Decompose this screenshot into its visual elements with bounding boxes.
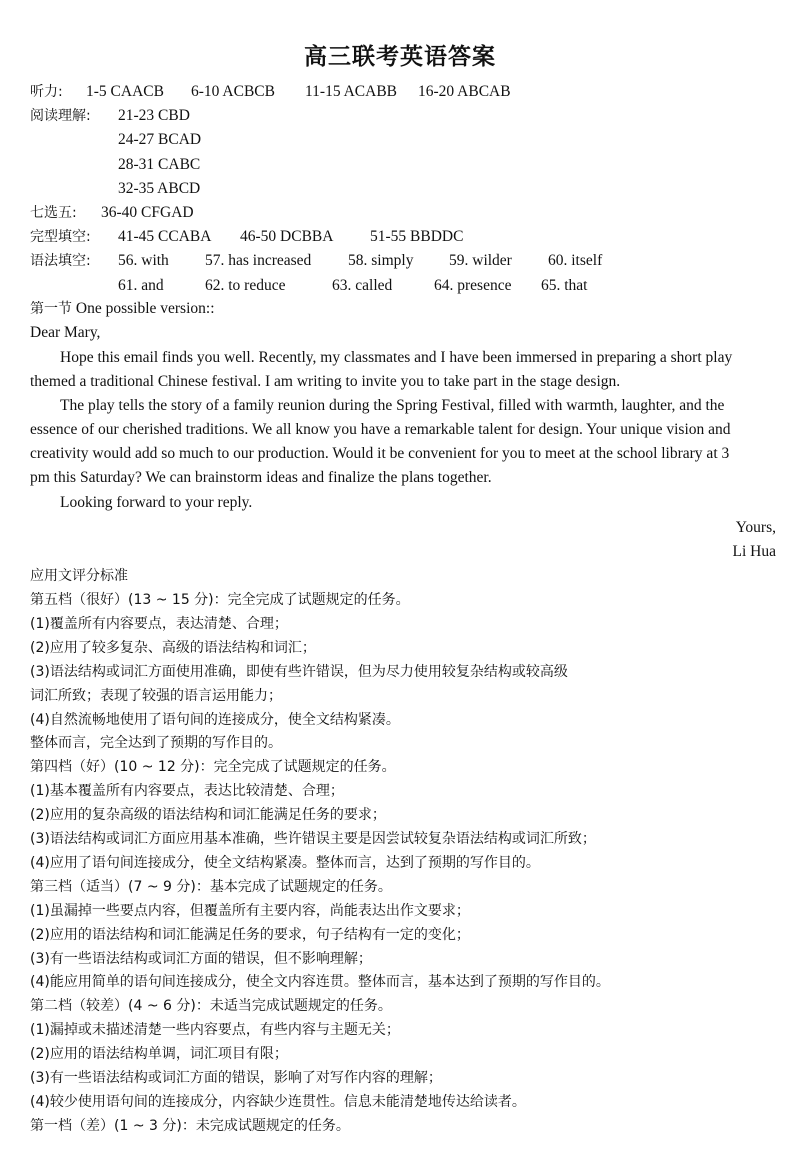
listening-answers-2: 6-10 ACBCB: [191, 83, 275, 100]
rubric-level-heading: 第四档（好）(10 ~ 12 分)：完全完成了试题规定的任务。: [30, 759, 396, 776]
rubric-title: 应用文评分标准: [30, 568, 128, 584]
rubric-criterion: (4)能应用简单的语句间连接成分，使全文内容连贯。整体而言，基本达到了预期的写作目的。: [30, 974, 610, 991]
rubric-criterion: (4)应用了语句间连接成分，使全文结构紧凑。整体而言，达到了预期的写作目的。: [30, 854, 540, 871]
grammar-answer: 59. wilder: [449, 252, 512, 269]
reading-answers-1: 21-23 CBD: [118, 107, 190, 124]
grammar-answer: 65. that: [541, 277, 588, 294]
grammar-answer: 58. simply: [348, 252, 414, 269]
rubric-criterion: (4)较少使用语句间的连接成分，内容缺少连贯性。信息未能清楚地传达给读者。: [30, 1093, 526, 1110]
grammar-answer: 56. with: [118, 252, 169, 269]
rubric-criterion: (3)语法结构或词汇方面使用准确，即使有些许错误，但为尽力使用较复杂结构或较高级: [30, 663, 568, 680]
rubric-level-heading: 第五档（很好）(13 ~ 15 分)：完全完成了试题规定的任务。: [30, 592, 410, 608]
reading-answers-2: 24-27 BCAD: [118, 131, 202, 148]
listening-answers-4: 16-20 ABCAB: [418, 83, 511, 100]
page-title: 高三联考英语答案: [304, 44, 496, 70]
section-heading: 第一节 One possible version::: [30, 300, 215, 317]
letter-paragraph-3: Looking forward to your reply.: [60, 494, 253, 511]
grammar-answer: 62. to reduce: [205, 277, 286, 294]
reading-answers-3: 28-31 CABC: [118, 156, 201, 173]
cloze-answers-2: 46-50 DCBBA: [240, 228, 334, 245]
letter-paragraph-2-line: essence of our cherished traditions. We all know you have a remarkable talent for design. Your unique vision and: [30, 421, 731, 438]
rubric-criterion: (1)虽漏掉一些要点内容，但覆盖所有主要内容，尚能表达出作文要求；: [30, 902, 470, 919]
rubric-criterion: 整体而言，完全达到了预期的写作目的。: [30, 735, 282, 752]
rubric-level-heading: 第二档（较差）(4 ~ 6 分)：未适当完成试题规定的任务。: [30, 998, 392, 1015]
rubric-criterion: (1)基本覆盖所有内容要点，表达比较清楚、合理；: [30, 783, 344, 800]
letter-paragraph-1-line: themed a traditional Chinese festival. I am writing to invite you to take part in the stage design.: [30, 373, 621, 390]
letter-signature: Li Hua: [732, 543, 776, 560]
rubric-level-heading: 第三档（适当）(7 ~ 9 分)：基本完成了试题规定的任务。: [30, 878, 392, 895]
rubric-criterion: (2)应用了较多复杂、高级的语法结构和词汇；: [30, 639, 316, 656]
rubric-criterion: (3)有一些语法结构或词汇方面的错误，影响了对写作内容的理解；: [30, 1070, 442, 1086]
seven-label: 七选五:: [30, 205, 77, 221]
rubric-criterion: (4)自然流畅地使用了语句间的连接成分，使全文结构紧凑。: [30, 711, 400, 728]
letter-paragraph-2-line: The play tells the story of a family reunion during the Spring Festival, filled with warmth, laughter, and the: [60, 397, 725, 414]
grammar-answer: 57. has increased: [205, 252, 312, 269]
grammar-answer: 60. itself: [548, 252, 603, 269]
rubric-criterion: (3)有一些语法结构或词汇方面的错误，但不影响理解；: [30, 950, 372, 967]
rubric-criterion: (2)应用的复杂高级的语法结构和词汇能满足任务的要求；: [30, 807, 386, 824]
rubric-criterion: (1)覆盖所有内容要点，表达清楚、合理；: [30, 615, 288, 632]
grammar-answer: 61. and: [118, 277, 164, 294]
reading-answers-4: 32-35 ABCD: [118, 180, 201, 197]
listening-answers-1: 1-5 CAACB: [86, 83, 164, 100]
grammar-label: 语法填空:: [30, 253, 91, 269]
reading-label: 阅读理解:: [30, 108, 91, 124]
listening-label: 听力:: [30, 84, 63, 100]
rubric-criterion: (2)应用的语法结构单调，词汇项目有限；: [30, 1046, 288, 1063]
grammar-answer: 64. presence: [434, 277, 512, 294]
letter-closing: Yours,: [735, 519, 776, 536]
section-heading-text: One possible version::: [75, 300, 215, 317]
listening-answers-3: 11-15 ACABB: [305, 83, 398, 100]
seven-answers: 36-40 CFGAD: [101, 204, 194, 221]
rubric-level-heading: 第一档（差）(1 ~ 3 分)：未完成试题规定的任务。: [30, 1117, 350, 1134]
grammar-answer: 63. called: [332, 277, 393, 294]
cloze-label: 完型填空:: [30, 229, 91, 245]
cloze-answers-3: 51-55 BBDDC: [370, 228, 464, 245]
cloze-answers-1: 41-45 CCABA: [118, 228, 212, 245]
rubric-criterion: (1)漏掉或未描述清楚一些内容要点，有些内容与主题无关；: [30, 1022, 400, 1039]
rubric-criterion: 词汇所致；表现了较强的语言运用能力；: [30, 687, 282, 704]
letter-greeting: Dear Mary,: [30, 324, 101, 341]
letter-paragraph-1-line: Hope this email finds you well. Recently, my classmates and I have been immersed in preparing a short play: [60, 349, 733, 366]
rubric-criterion: (3)语法结构或词汇方面应用基本准确，些许错误主要是因尝试较复杂语法结构或词汇所致；: [30, 831, 596, 847]
letter-paragraph-2-line: pm this Saturday? We can brainstorm ideas and finalize the plans together.: [30, 469, 492, 486]
letter-paragraph-2-line: creativity would add so much to our production. Would it be convenient for you to meet at the school library at 3: [30, 445, 730, 462]
rubric-criterion: (2)应用的语法结构和词汇能满足任务的要求，句子结构有一定的变化；: [30, 926, 470, 943]
